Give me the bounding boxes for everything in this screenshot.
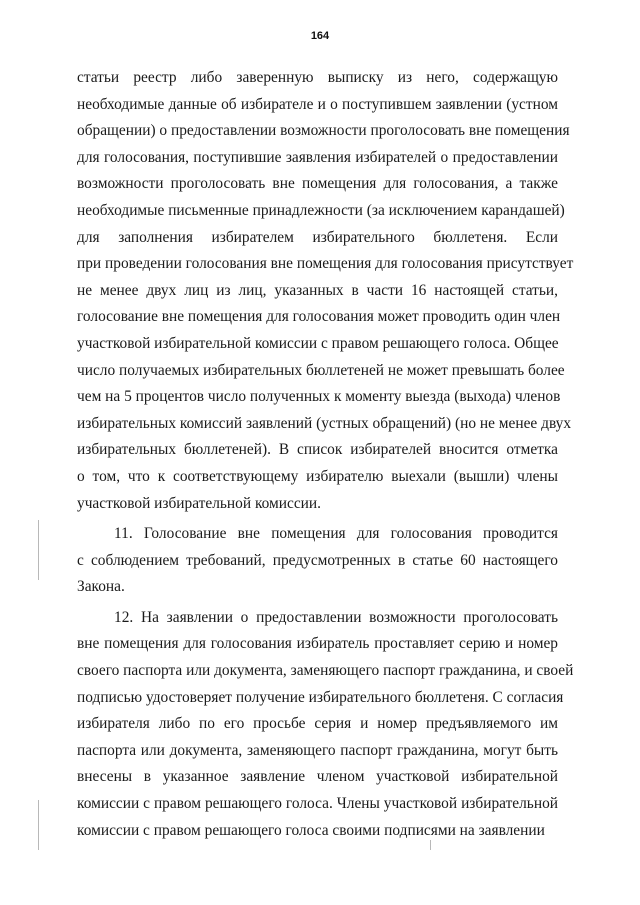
text-line: статьи реестр либо заверенную выписку из него, содержащую [77, 69, 558, 86]
text-line: необходимые данные об избирателе и о поступившем заявлении (устном [77, 95, 558, 113]
text-line: 12. На заявлении о предоставлении возможности проголосовать [114, 608, 558, 626]
text-line: не менее двух лиц из лиц, указанных в части 16 настоящей статьи, [77, 281, 558, 299]
text-line: паспорта или документа, заменяющего паспорт гражданина, могут быть [77, 741, 558, 759]
text-line: комиссии с правом решающего голоса своими подписями на заявлении [77, 821, 545, 839]
text-line: избирательных комиссий заявлений (устных обращений) (но не менее двух [77, 414, 572, 432]
text-line: участковой избирательной комиссии. [77, 494, 321, 512]
text-line: о том, что к соответствующему избирателю выехали (вышли) члены [77, 467, 558, 485]
text-line: комиссии с правом решающего голоса. Члены участковой избирательной [77, 795, 558, 813]
text-line: голосование вне помещения для голосования может проводить один член [77, 308, 561, 326]
text-line: число получаемых избирательных бюллетеней не может превышать более [77, 361, 565, 379]
text-line: внесены в указанное заявление членом участковой избирательной [77, 768, 558, 786]
body-text [77, 65, 574, 844]
text-line: своего паспорта или документа, заменяющего паспорт гражданина, и своей [77, 662, 574, 680]
scan-artifact [38, 800, 39, 850]
text-line: избирателя либо по его просьбе серия и номер предъявляемого им [77, 715, 558, 733]
text-line: с соблюдением требований, предусмотренных в статье 60 настоящего [77, 551, 558, 569]
text-line: подписью удостоверяет получение избирательного бюллетеня. С согласия [77, 688, 564, 706]
scan-artifact [430, 840, 431, 850]
scan-artifact [38, 520, 39, 580]
text-line: 11. Голосование вне помещения для голосования проводится [114, 525, 558, 543]
text-line: для голосования, поступившие заявления избирателей о предоставлении [77, 148, 558, 166]
text-line: обращении) о предоставлении возможности проголосовать вне помещения [77, 122, 570, 140]
paragraph-continuation [77, 65, 574, 517]
text-line: чем на 5 процентов число полученных к моменту выезда (выхода) членов [77, 388, 561, 406]
text-line: участковой избирательной комиссии с правом решающего голоса. Общее [77, 334, 559, 352]
paragraph-item-12 [77, 605, 574, 844]
text-line: вне помещения для голосования избиратель проставляет серию и номер [77, 635, 558, 653]
text-line: необходимые письменные принадлежности (за исключением карандашей) [77, 201, 565, 219]
paragraph-item-11 [77, 521, 558, 601]
page-number: 164 [310, 30, 330, 42]
text-line: при проведении голосования вне помещения для голосования присутствует [77, 255, 574, 273]
text-line: Закона. [77, 578, 125, 596]
text-line: для заполнения избирателем избирательного бюллетеня. Если [77, 228, 558, 246]
text-line: возможности проголосовать вне помещения для голосования, а также [77, 175, 558, 193]
text-line: избирательных бюллетеней). В список избирателей вносится отметка [77, 441, 558, 459]
